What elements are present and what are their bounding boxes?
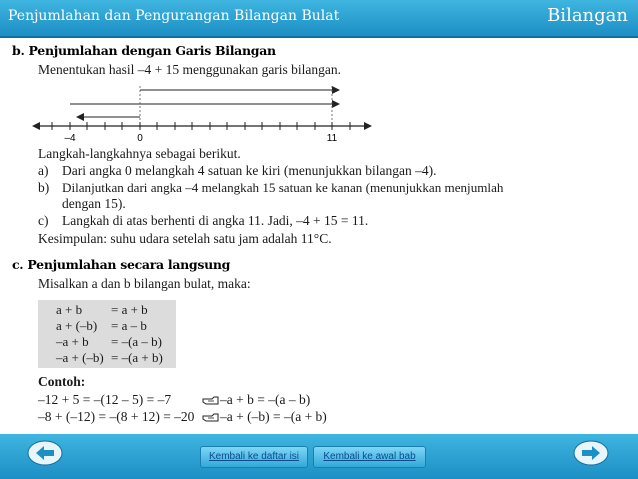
back-to-chapter-start-link[interactable]: Kembali ke awal bab [313, 446, 426, 468]
formula-box [38, 300, 176, 368]
pointing-hand-icon [202, 412, 220, 423]
example-1-rule: –a + b = –(a – b) [220, 392, 311, 407]
formula-left: –a + (–b) [56, 350, 104, 365]
example-label: Contoh: [38, 374, 86, 389]
header-topic: Bilangan [547, 5, 628, 26]
tick-label-0: 0 [137, 133, 143, 144]
formula-left: a + b [56, 302, 83, 317]
section-b-heading: b. Penjumlahan dengan Garis Bilangan [12, 43, 276, 58]
arrow-0-to-minus4-head [76, 113, 84, 121]
step-c-text: Langkah di atas berhenti di angka 11. Jadi, –4 + 15 = 11. [62, 213, 369, 228]
next-button[interactable] [573, 440, 609, 466]
formula-right: = a – b [111, 318, 147, 333]
pointing-hand-icon [202, 395, 220, 406]
step-a-marker: a) [38, 163, 49, 178]
back-to-toc-link[interactable]: Kembali ke daftar isi [200, 446, 308, 468]
header-bar [0, 0, 638, 38]
formula-right: = a + b [111, 302, 148, 317]
step-b-text: Dilanjutkan dari angka –4 melangkah 15 satuan ke kanan (menunjukkan menjumlah [62, 180, 504, 195]
arrow-minus4-to-11-head [332, 100, 340, 108]
formula-right: = –(a – b) [111, 334, 163, 349]
tick-label-minus4: –4 [64, 133, 76, 144]
tick-label-11: 11 [326, 133, 338, 144]
formula-right: = –(a + b) [111, 350, 163, 365]
formula-left: a + (–b) [56, 318, 98, 333]
example-2-expr: –8 + (–12) = –(8 + 12) = –20 [38, 409, 195, 424]
example-2-rule: –a + (–b) = –(a + b) [220, 409, 327, 424]
number-line-diagram [32, 80, 372, 144]
previous-button[interactable] [27, 440, 63, 466]
steps-intro: Langkah-langkahnya sebagai berikut. [38, 146, 241, 161]
section-c-heading: c. Penjumlahan secara langsung [12, 257, 231, 272]
step-b-text-cont: dengan 15). [62, 196, 126, 211]
formula-left: –a + b [56, 334, 89, 349]
step-a-text: Dari angka 0 melangkah 4 satuan ke kiri (menunjukkan bilangan –4). [62, 163, 437, 178]
step-c-marker: c) [38, 213, 49, 228]
conclusion: Kesimpulan: suhu udara setelah satu jam adalah 11°C. [38, 231, 332, 246]
example-1-expr: –12 + 5 = –(12 – 5) = –7 [38, 392, 172, 407]
header-title: Penjumlahan dan Pengurangan Bilangan Bulat [8, 8, 340, 24]
arrow-0-to-11-head [332, 86, 340, 94]
step-b-marker: b) [38, 180, 50, 195]
section-c-intro: Misalkan a dan b bilangan bulat, maka: [38, 276, 251, 291]
footer-bar [0, 434, 638, 479]
section-b-intro: Menentukan hasil –4 + 15 menggunakan garis bilangan. [38, 62, 342, 77]
